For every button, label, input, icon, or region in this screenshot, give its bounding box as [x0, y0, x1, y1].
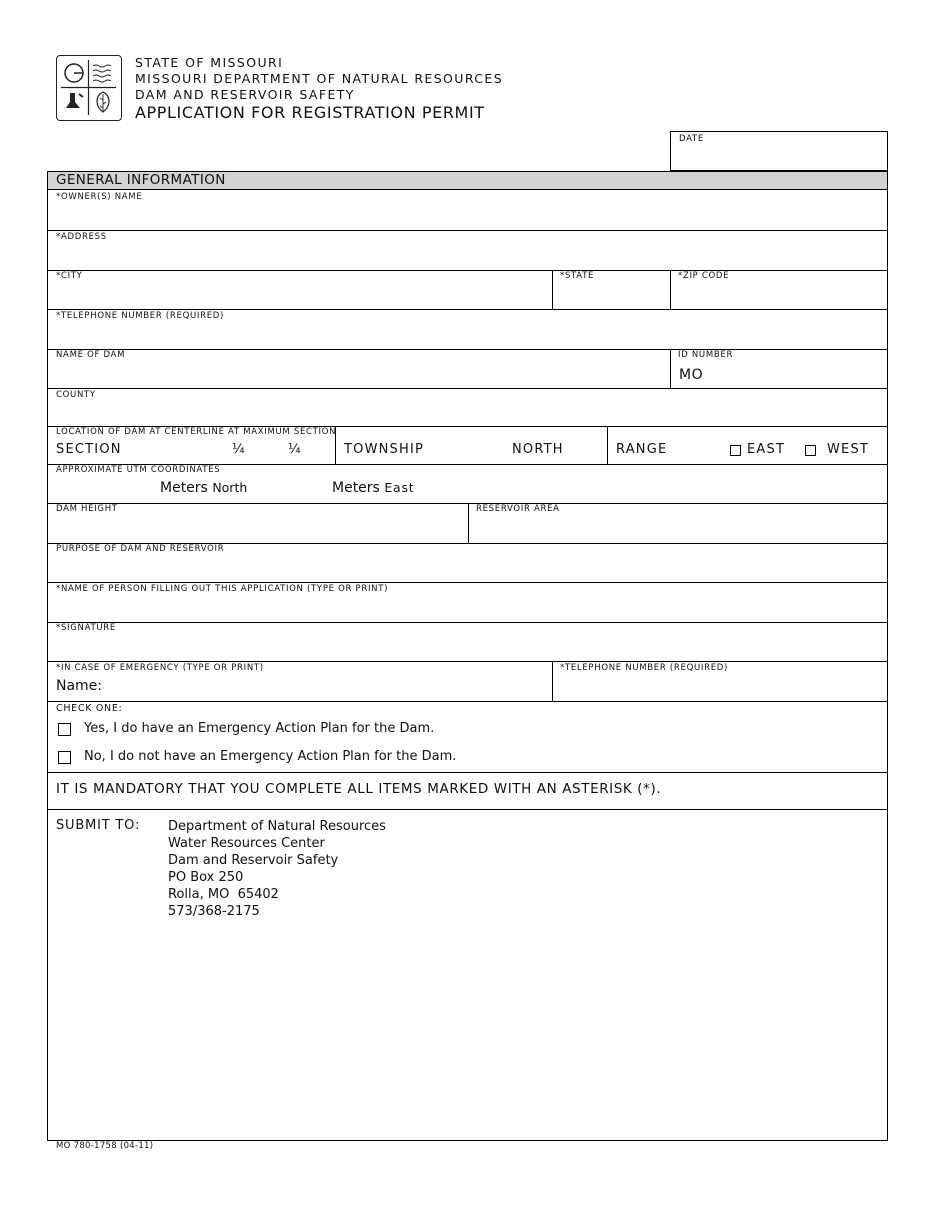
date-label: DATE: [679, 134, 704, 144]
quarter-label-2: ¼: [288, 442, 301, 457]
row-divider: [48, 701, 887, 702]
row-divider: [48, 270, 887, 271]
meters-north-word: Meters: [160, 480, 208, 496]
eap-yes-checkbox[interactable]: [58, 723, 71, 736]
column-divider: [552, 270, 553, 309]
column-divider: [468, 503, 469, 543]
submit-address-line: 573/368-2175: [168, 904, 260, 919]
eap-no-checkbox[interactable]: [58, 751, 71, 764]
id-number-label: ID NUMBER: [678, 350, 734, 360]
header-state: STATE OF MISSOURI: [135, 55, 284, 70]
submit-address-line: Department of Natural Resources: [168, 819, 386, 834]
section-title: GENERAL INFORMATION: [48, 172, 887, 190]
west-label: WEST: [827, 442, 870, 457]
row-divider: [48, 388, 887, 389]
row-divider: [48, 230, 887, 231]
reservoir-area-label: RESERVOIR AREA: [476, 504, 560, 514]
meters-east-word: Meters: [332, 480, 380, 496]
utm-label: APPROXIMATE UTM COORDINATES: [56, 465, 221, 475]
meters-north-direction: North: [212, 480, 248, 495]
section-label: SECTION: [56, 442, 122, 457]
meters-east-unit: [332, 480, 414, 496]
row-divider: [48, 809, 887, 810]
header-division: DAM AND RESERVOIR SAFETY: [135, 87, 355, 102]
dnr-logo-graphic: [57, 56, 120, 119]
meters-north-unit: [160, 480, 247, 496]
row-divider: [48, 622, 887, 623]
submit-address: [168, 818, 386, 920]
preparer-label: *NAME OF PERSON FILLING OUT THIS APPLICATION (TYPE OR PRINT): [56, 584, 389, 594]
location-label: LOCATION OF DAM AT CENTERLINE AT MAXIMUM SECTION: [56, 427, 337, 437]
general-information-form: [47, 171, 888, 1141]
telephone-label: *TELEPHONE NUMBER (REQUIRED): [56, 311, 225, 321]
submit-address-line: Rolla, MO 65402: [168, 887, 279, 902]
row-divider: [48, 309, 887, 310]
submit-address-line: Dam and Reservoir Safety: [168, 853, 339, 868]
column-divider: [552, 661, 553, 701]
dnr-logo: [56, 55, 122, 121]
dam-height-label: DAM HEIGHT: [56, 504, 118, 514]
west-checkbox[interactable]: [805, 445, 816, 456]
purpose-label: PURPOSE OF DAM AND RESERVOIR: [56, 544, 225, 554]
submit-address-line: PO Box 250: [168, 870, 244, 885]
column-divider: [607, 426, 608, 464]
submit-address-line: Water Resources Center: [168, 836, 325, 851]
row-divider: [48, 349, 887, 350]
column-divider: [670, 270, 671, 309]
zip-label: *ZIP CODE: [678, 271, 730, 281]
city-label: *CITY: [56, 271, 83, 281]
row-divider: [48, 661, 887, 662]
east-checkbox[interactable]: [730, 445, 741, 456]
submit-to-label: SUBMIT TO:: [56, 818, 141, 833]
column-divider: [670, 349, 671, 388]
state-label: *STATE: [560, 271, 595, 281]
quarter-label-1: ¼: [232, 442, 245, 457]
range-label: RANGE: [616, 442, 668, 457]
township-label: TOWNSHIP: [344, 442, 425, 457]
check-one-label: CHECK ONE:: [56, 703, 123, 714]
owner-name-label: *OWNER(S) NAME: [56, 192, 143, 202]
county-label: COUNTY: [56, 390, 96, 400]
address-label: *ADDRESS: [56, 232, 107, 242]
dam-name-label: NAME OF DAM: [56, 350, 126, 360]
meters-east-direction: East: [384, 480, 415, 495]
emergency-label: *IN CASE OF EMERGENCY (TYPE OR PRINT): [56, 663, 264, 673]
emergency-phone-label: *TELEPHONE NUMBER (REQUIRED): [560, 663, 729, 673]
id-prefix: MO: [679, 367, 704, 383]
eap-yes-label: Yes, I do have an Emergency Action Plan for the Dam.: [84, 721, 435, 736]
east-label: EAST: [747, 442, 786, 457]
row-divider: [48, 582, 887, 583]
mandatory-note: IT IS MANDATORY THAT YOU COMPLETE ALL ITEMS MARKED WITH AN ASTERISK (*).: [56, 781, 662, 797]
row-divider: [48, 772, 887, 773]
north-label: NORTH: [512, 442, 564, 457]
eap-no-label: No, I do not have an Emergency Action Plan for the Dam.: [84, 749, 457, 764]
header-department: MISSOURI DEPARTMENT OF NATURAL RESOURCES: [135, 71, 504, 86]
date-field[interactable]: [670, 131, 888, 171]
form-title: APPLICATION FOR REGISTRATION PERMIT: [135, 103, 485, 122]
emergency-name-label: Name:: [56, 678, 103, 694]
form-number: MO 780-1758 (04-11): [56, 1141, 154, 1151]
signature-label: *SIGNATURE: [56, 623, 116, 633]
